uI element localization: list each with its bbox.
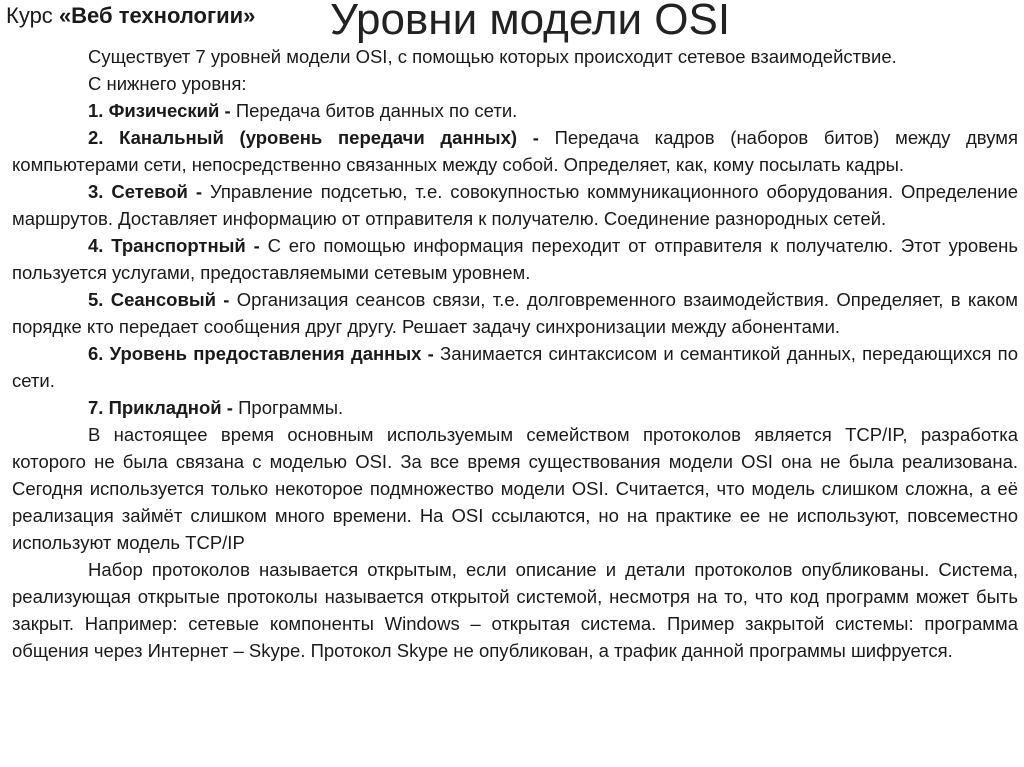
level-5 [12, 286, 1018, 340]
level-6-name: 6. Уровень предоставления данных - [88, 343, 434, 364]
level-4-name: 4. Транспортный - [88, 235, 260, 256]
level-5-desc: Организация сеансов связи, т.е. долговременного взаимодействия. Определяет, в каком порядке кто передает сообщения друг другу. Решает задачу синхронизации между абонентами. [12, 289, 1018, 337]
level-7-desc: Программы. [238, 397, 344, 418]
level-1 [12, 97, 1018, 124]
page-title: Уровни модели OSI [330, 0, 731, 44]
level-7-name: 7. Прикладной - [88, 397, 233, 418]
level-2-desc: Передача кадров (наборов битов) между двумя компьютерами сети, непосредственно связанных между собой. Определяет, как, кому посылать кадры. [12, 127, 1018, 175]
paragraph-tcpip: В настоящее время основным используемым семейством протоколов является TCP/IP, разработка которого не была связана с моделью OSI. За все время существования модели OSI она не была реализована. Сегодня используется только некоторое подмножество модели OSI. Считается, что модель слишком сложна, а её реализация займёт слишком много времени. На OSI ссылаются, но на практике ее не используют, повсеместно используют модель TCP/IP [12, 424, 1018, 553]
level-4 [12, 232, 1018, 286]
intro-line-1: Существует 7 уровней модели OSI, с помощью которых происходит сетевое взаимодействие. [88, 46, 897, 67]
level-7 [12, 394, 1018, 421]
level-1-desc: Передача битов данных по сети. [235, 100, 518, 121]
course-name: «Веб технологии» [58, 3, 256, 28]
paragraph-open-protocols: Набор протоколов называется открытым, если описание и детали протоколов опубликованы. Система, реализующая открытые протоколы называется открытой системой, несмотря на то, что код программ может быть закрыт. Например: сетевые компоненты Windows – открытая система. Пример закрытой системы: программа общения через Интернет – Skype. Протокол Skype не опубликован, а трафик данной программы шифруется. [12, 559, 1018, 661]
intro-line-2: С нижнего уровня: [88, 73, 247, 94]
level-3-desc: Управление подсетью, т.е. совокупностью коммуникационного оборудования. Определение маршрутов. Доставляет информацию от отправителя к получателю. Соединение разнородных сетей. [12, 181, 1018, 229]
level-1-name: 1. Физический - [88, 100, 231, 121]
course-prefix: Курс [6, 3, 53, 28]
level-2 [12, 124, 1018, 178]
level-6-desc: Занимается синтаксисом и семантикой данных, передающихся по сети. [12, 343, 1018, 391]
level-6 [12, 340, 1018, 394]
level-4-desc: С его помощью информация переходит от отправителя к получателю. Этот уровень пользуется услугами, предоставляемыми сетевым уровнем. [12, 235, 1018, 283]
course-label [6, 2, 255, 30]
level-3 [12, 178, 1018, 232]
level-3-name: 3. Сетевой - [88, 181, 202, 202]
level-2-name: 2. Канальный (уровень передачи данных) - [88, 127, 539, 148]
level-5-name: 5. Сеансовый - [88, 289, 230, 310]
slide-content [12, 43, 1018, 664]
